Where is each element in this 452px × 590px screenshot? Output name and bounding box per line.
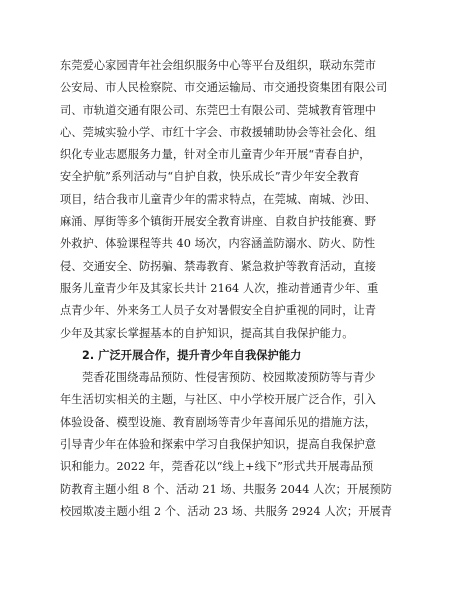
text-line: 侵、交通安全、防拐骗、禁毒教育、紧急救护等教育活动，直接 [60,259,377,273]
text-line: 外救护、体验课程等共 40 场次，内容涵盖防溺水、防火、防性 [60,237,376,251]
text-line: 麻涌、厚街等多个镇街开展安全教育讲座、自救自护技能赛、野 [60,215,377,229]
text-line: 司、市轨道交通有限公司、东莞巴士有限公司、莞城教育管理中 [60,103,377,117]
text-line: 引导青少年在体验和探索中学习自我保护知识，提高自我保护意 [60,438,377,452]
text-line: 识和能力。2022 年，莞香花以“线上+线下”形式共开展毒品预 [60,460,374,474]
text-line: 安全护航”系列活动与“自护自救，快乐成长”青少年安全教育 [60,170,360,184]
document-page [60,55,398,523]
text-line: 年生活切实相关的主题，与社区、中小学校开展广泛合作，引入 [60,393,377,407]
paragraph-1 [60,55,398,345]
text-line: 织化专业志愿服务力量，针对全市儿童青少年开展“青春自护， [60,148,371,162]
text-line: 少年及其家长掌握基本的自护知识，提高其自我保护能力。 [60,326,354,340]
text-line: 东莞爱心家园青年社会组织服务中心等平台及组织，联动东莞市 [60,59,377,72]
text-line: 公安局、市人民检察院、市交通运输局、市交通投资集团有限公司 [60,81,388,95]
section-heading: 2. 广泛开展合作，提升青少年自我保护能力 [82,348,302,362]
text-line: 点青少年、外来务工人员子女对暑假安全自护重视的同时，让青 [60,304,377,318]
text-line: 服务儿童青少年及其家长共计 2164 人次，推动普通青少年、重 [60,281,379,295]
text-line: 体验设备、模型设施、教育剧场等青少年喜闻乐见的措施方法， [60,415,377,429]
text-line: 防教育主题小组 8 个、活动 21 场、共服务 2044 人次；开展预防 [60,482,393,496]
text-line: 项目，结合我市儿童青少年的需求特点，在莞城、南城、沙田、 [60,192,377,206]
paragraph-2 [60,367,398,523]
text-line: 莞香花围绕毒品预防、性侵害预防、校园欺凌预防等与青少 [82,371,376,385]
text-line: 心、莞城实验小学、市红十字会、市救援辅助协会等社会化、组 [60,125,377,139]
text-line: 校园欺凌主题小组 2 个、活动 23 场、共服务 2924 人次；开展青 [60,504,393,518]
